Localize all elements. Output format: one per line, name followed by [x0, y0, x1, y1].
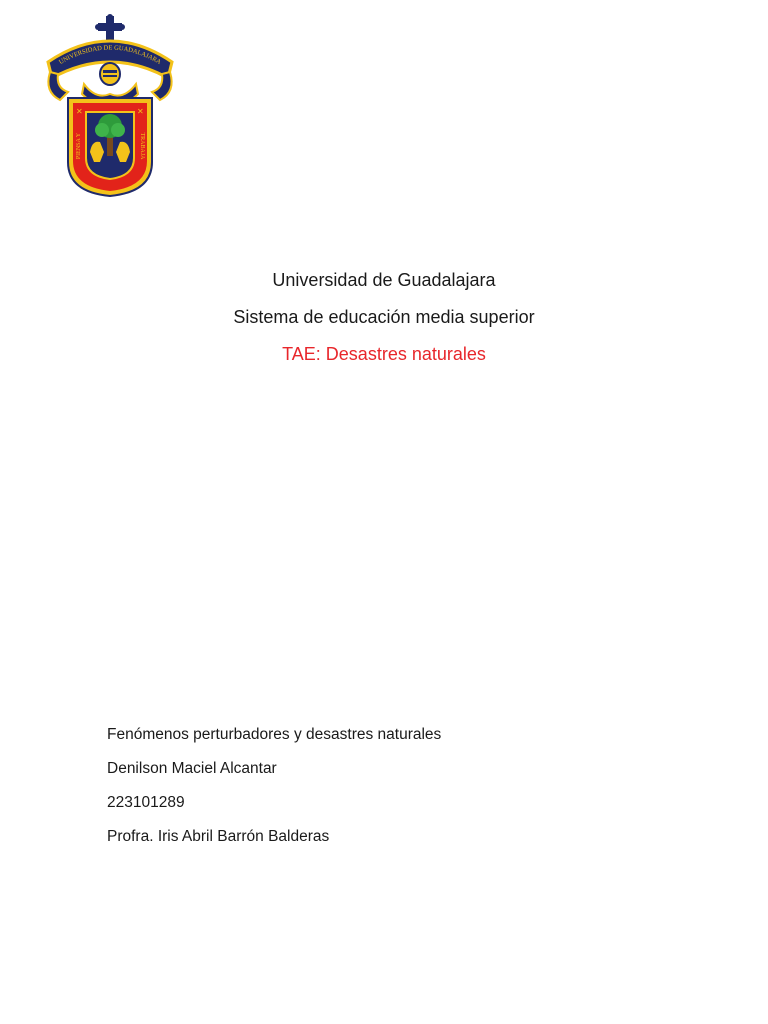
student-name: Denilson Maciel Alcantar [107, 760, 277, 777]
topic-text: Fenómenos perturbadores y desastres naturales [107, 726, 442, 743]
helmet-icon [100, 63, 120, 85]
svg-text:✕: ✕ [76, 107, 83, 116]
logo-banner-text: UNIVERSIDAD DE GUADALAJARA [57, 44, 163, 66]
system-subtitle: Sistema de educación media superior [233, 307, 535, 327]
university-shield-logo [40, 12, 180, 202]
logo-right-motto: TRABAJA [139, 132, 145, 160]
subject-title: TAE: Desastres naturales [282, 344, 486, 364]
university-shield-icon [40, 12, 180, 202]
institution-title: Universidad de Guadalajara [272, 270, 496, 290]
cover-details [107, 718, 441, 854]
cover-title-block [0, 262, 768, 373]
cross-icon [95, 14, 125, 42]
logo-left-motto: PIENSA Y [76, 132, 82, 160]
teacher-name: Profra. Iris Abril Barrón Balderas [107, 828, 330, 845]
student-id: 223101289 [107, 794, 185, 811]
svg-text:✕: ✕ [137, 107, 144, 116]
